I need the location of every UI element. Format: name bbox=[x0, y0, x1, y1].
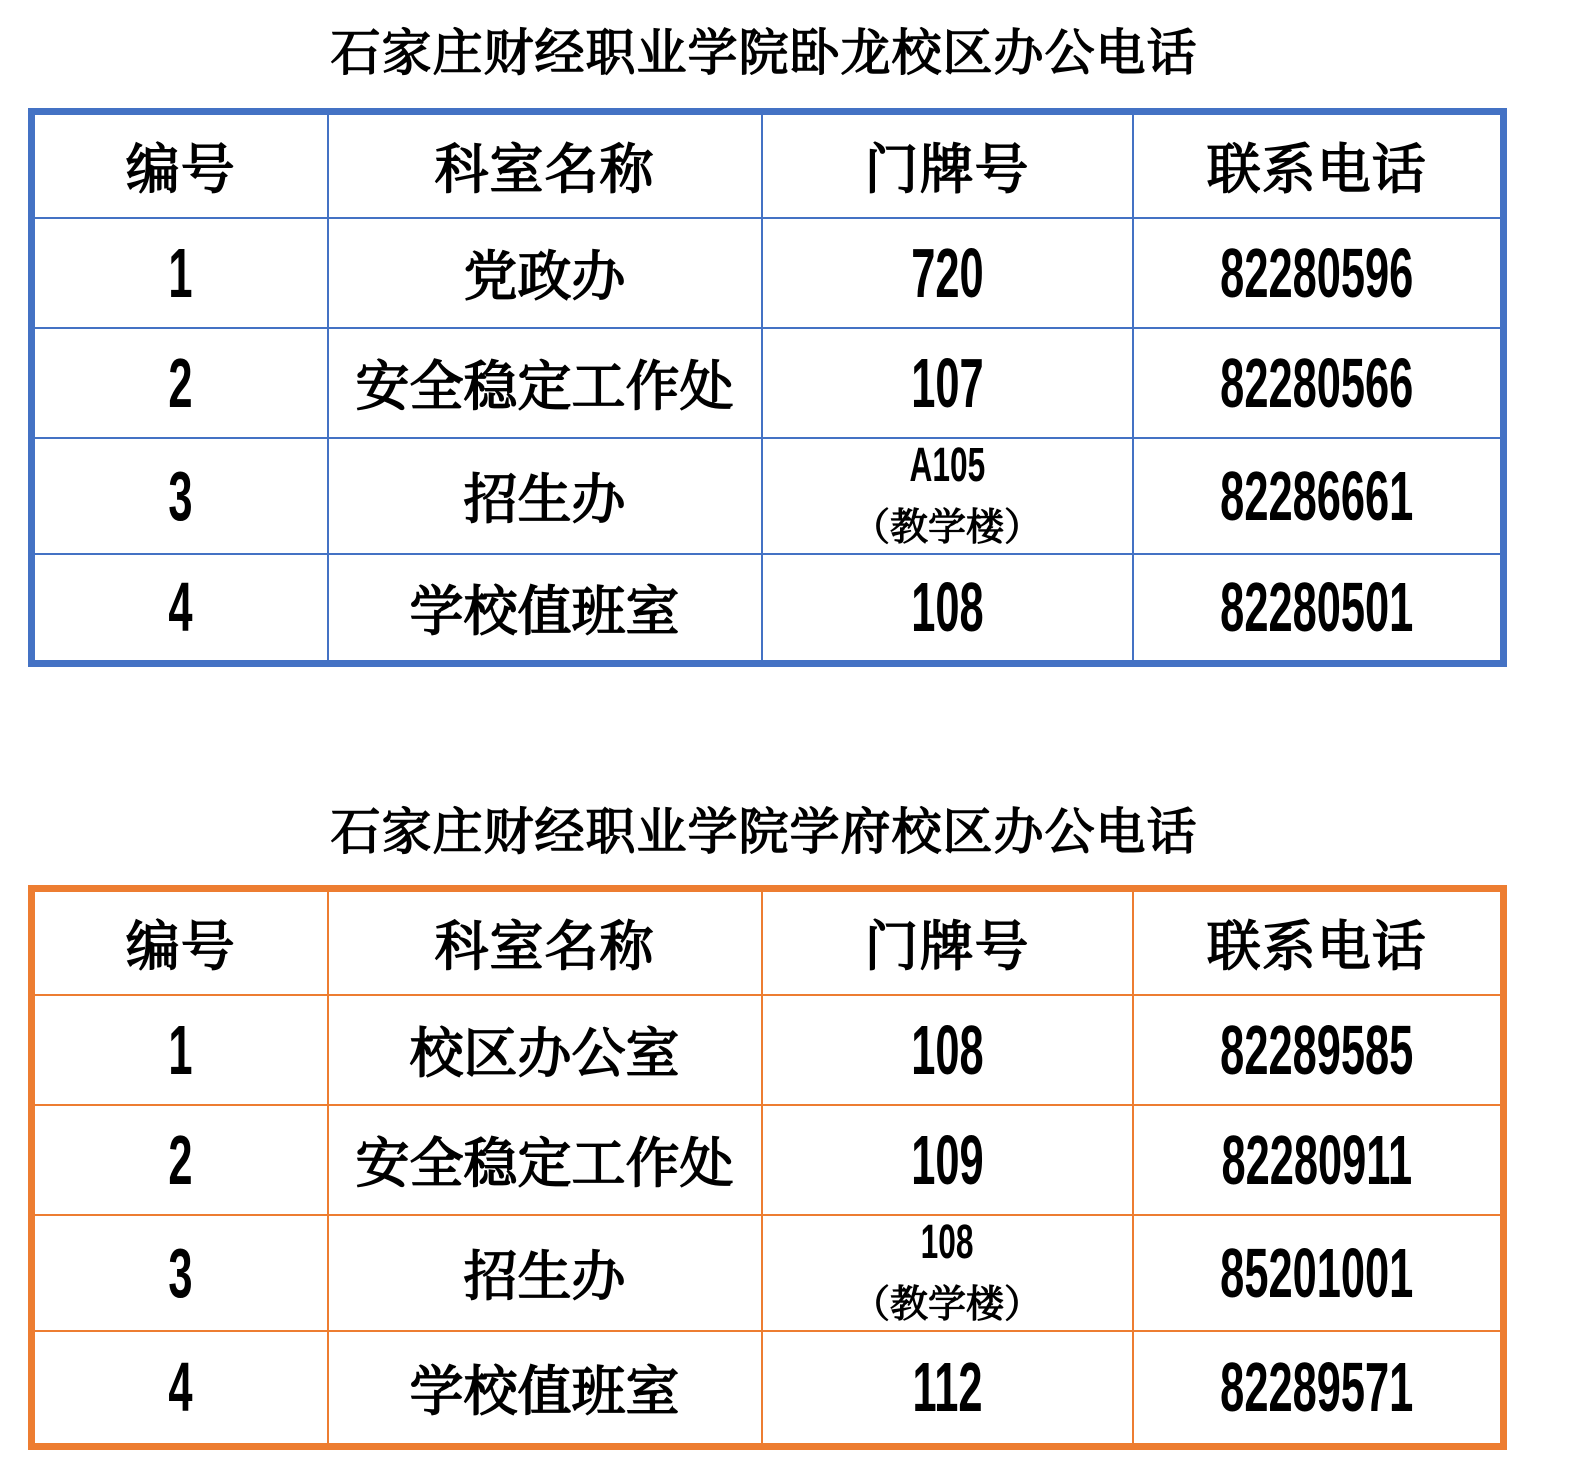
col-header-room: 门牌号 bbox=[762, 889, 1133, 995]
cell-room bbox=[762, 1105, 1133, 1215]
row-number: 2 bbox=[168, 1120, 193, 1199]
xuefu-phone-table bbox=[28, 885, 1507, 1450]
col-header-phone: 联系电话 bbox=[1133, 889, 1504, 995]
cell-room bbox=[762, 218, 1133, 328]
col-header-room: 门牌号 bbox=[762, 112, 1133, 218]
xuefu-campus-section bbox=[0, 667, 1500, 1450]
table-row bbox=[32, 328, 1504, 438]
room-note: （教学楼） bbox=[851, 1284, 1042, 1326]
cell-num bbox=[32, 1215, 328, 1331]
cell-phone bbox=[1133, 328, 1504, 438]
table-row bbox=[32, 1331, 1504, 1447]
wolong-table-title: 石家庄财经职业学院卧龙校区办公电话 bbox=[330, 25, 1198, 81]
room-number: 720 bbox=[910, 233, 984, 312]
room-number-line bbox=[763, 439, 1132, 504]
row-number: 2 bbox=[168, 343, 193, 422]
cell-dept: 安全稳定工作处 bbox=[328, 1105, 762, 1215]
table-row bbox=[32, 995, 1504, 1105]
cell-num bbox=[32, 1331, 328, 1447]
phone-number: 82289585 bbox=[1220, 1010, 1414, 1089]
phone-number: 82289571 bbox=[1220, 1348, 1414, 1427]
header-row bbox=[32, 112, 1504, 218]
room-number: 112 bbox=[911, 1348, 983, 1427]
table-row bbox=[32, 1215, 1504, 1331]
table-row bbox=[32, 1105, 1504, 1215]
row-number: 3 bbox=[168, 456, 193, 535]
cell-dept: 学校值班室 bbox=[328, 1331, 762, 1447]
cell-dept: 党政办 bbox=[328, 218, 762, 328]
cell-room bbox=[762, 554, 1133, 664]
cell-room bbox=[762, 995, 1133, 1105]
table-row bbox=[32, 438, 1504, 554]
room-number: 108 bbox=[910, 1010, 984, 1089]
phone-number: 82280566 bbox=[1220, 343, 1414, 422]
room-number: 108 bbox=[910, 568, 984, 647]
cell-phone bbox=[1133, 1105, 1504, 1215]
xuefu-table-title: 石家庄财经职业学院学府校区办公电话 bbox=[330, 804, 1198, 860]
table-row bbox=[32, 554, 1504, 664]
phone-number: 82280911 bbox=[1221, 1120, 1413, 1199]
cell-phone bbox=[1133, 1215, 1504, 1331]
row-number: 3 bbox=[168, 1233, 193, 1312]
cell-num bbox=[32, 328, 328, 438]
cell-phone bbox=[1133, 1331, 1504, 1447]
cell-num bbox=[32, 1105, 328, 1215]
cell-room bbox=[762, 438, 1133, 554]
room-number: 108 bbox=[920, 1216, 974, 1269]
col-header-dept: 科室名称 bbox=[328, 112, 762, 218]
phone-number: 85201001 bbox=[1220, 1233, 1414, 1312]
col-header-dept: 科室名称 bbox=[328, 889, 762, 995]
cell-num bbox=[32, 554, 328, 664]
table-row bbox=[32, 218, 1504, 328]
cell-dept: 校区办公室 bbox=[328, 995, 762, 1105]
cell-dept: 安全稳定工作处 bbox=[328, 328, 762, 438]
cell-phone bbox=[1133, 438, 1504, 554]
room-number: 109 bbox=[910, 1120, 984, 1199]
row-number: 4 bbox=[168, 568, 193, 647]
cell-room bbox=[762, 1331, 1133, 1447]
phone-number: 82280596 bbox=[1220, 233, 1414, 312]
header-row bbox=[32, 889, 1504, 995]
cell-num bbox=[32, 438, 328, 554]
room-number: A105 bbox=[909, 439, 985, 492]
col-header-phone: 联系电话 bbox=[1133, 112, 1504, 218]
row-number: 1 bbox=[168, 233, 193, 312]
phone-number: 82286661 bbox=[1220, 456, 1414, 535]
col-header-num: 编号 bbox=[32, 889, 328, 995]
phone-number: 82280501 bbox=[1220, 568, 1414, 647]
wolong-phone-table bbox=[28, 108, 1507, 667]
cell-num bbox=[32, 218, 328, 328]
cell-room bbox=[762, 328, 1133, 438]
room-note: （教学楼） bbox=[851, 507, 1042, 549]
wolong-campus-section bbox=[0, 0, 1500, 667]
cell-dept: 招生办 bbox=[328, 1215, 762, 1331]
cell-room bbox=[762, 1215, 1133, 1331]
cell-num bbox=[32, 995, 328, 1105]
room-number: 107 bbox=[910, 343, 984, 422]
cell-dept: 招生办 bbox=[328, 438, 762, 554]
room-number-line bbox=[763, 1216, 1132, 1281]
col-header-num: 编号 bbox=[32, 112, 328, 218]
row-number: 1 bbox=[168, 1010, 193, 1089]
row-number: 4 bbox=[168, 1348, 193, 1427]
cell-phone bbox=[1133, 218, 1504, 328]
cell-dept: 学校值班室 bbox=[328, 554, 762, 664]
cell-phone bbox=[1133, 995, 1504, 1105]
cell-phone bbox=[1133, 554, 1504, 664]
